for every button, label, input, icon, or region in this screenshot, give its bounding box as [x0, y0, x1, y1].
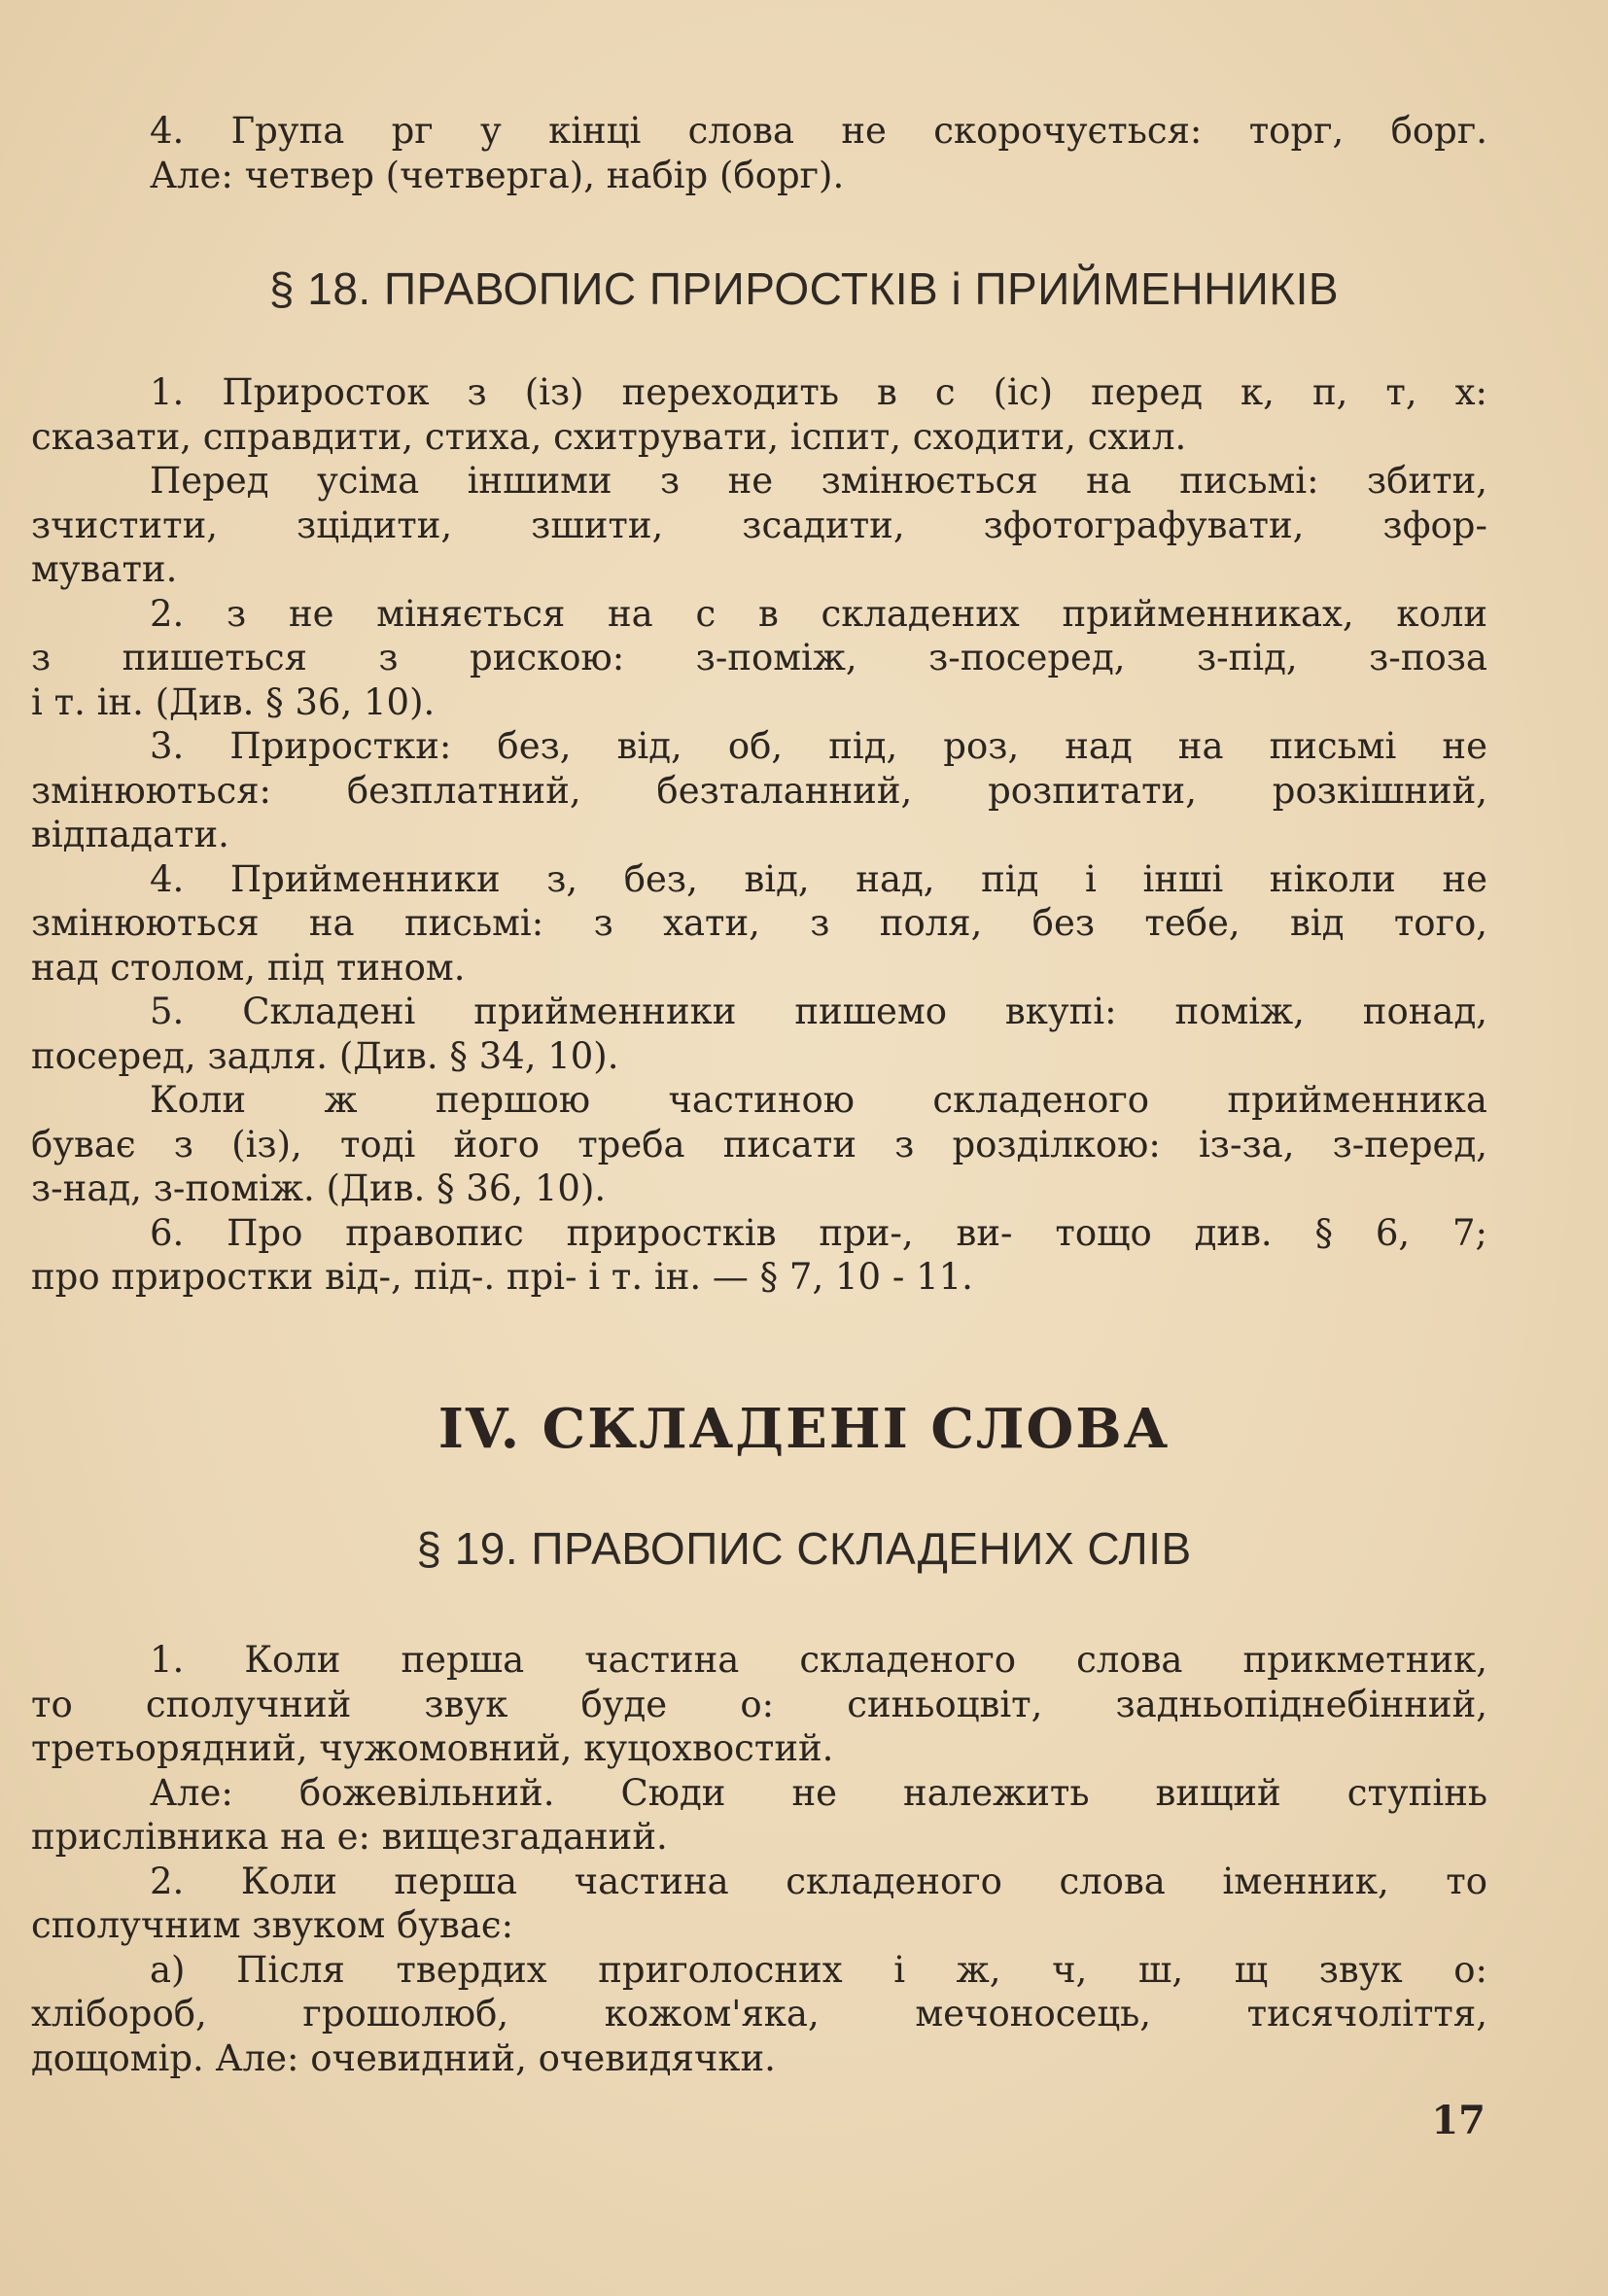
text-line: Але: четвер (четверга), набір (борг).: [150, 154, 845, 196]
text-line: змінюються: безплатний, безталанний, розпитати, розкішний,: [31, 769, 1487, 812]
text-line: посеред, задля. (Див. § 34, 10).: [31, 1034, 619, 1077]
text-line: мувати.: [31, 548, 178, 590]
text-line: сполучним звуком буває:: [31, 1904, 514, 1946]
text-line: буває з (із), тоді його треба писати з розділкою: із-за, з-перед,: [31, 1123, 1487, 1165]
text-line: з пишеться з рискою: з-поміж, з-посеред, з-під, з-поза: [31, 637, 1487, 678]
text-line: Але: божевільний. Сюди не належить вищий ступінь: [150, 1771, 1487, 1814]
text-line: 2. Коли перша частина складеного слова іменник, то: [150, 1860, 1487, 1902]
text-line: дощомір. Але: очевидний, очевидячки.: [31, 2036, 776, 2079]
paragraph: [31, 1078, 1487, 1211]
text-line: 3. Приростки: без, від, об, під, роз, над на письмі не: [150, 725, 1487, 767]
text-line: 2. з не міняється на с в складених прийменниках, коли: [150, 592, 1487, 635]
text-line: про приростки від-, під-. прі- і т. ін. — § 7, 10 - 11.: [31, 1256, 973, 1298]
text-line: Перед усіма іншими з не змінюється на письмі: збити,: [150, 460, 1487, 502]
paragraph: [31, 459, 1487, 592]
page-number: 17: [1431, 2098, 1486, 2143]
text-line: над столом, під тином.: [31, 946, 466, 989]
paragraph: [31, 1771, 1487, 1860]
paragraph: [31, 857, 1487, 991]
section-18-heading: § 18. ПРАВОПИС ПРИРОСТКІВ і ПРИЙМЕННИКІВ: [268, 263, 1340, 314]
text-line: а) Після твердих приголосних і ж, ч, ш, щ звук о:: [150, 1948, 1487, 1991]
text-line: третьорядний, чужомовний, куцохвостий.: [31, 1727, 834, 1769]
paragraph: [31, 370, 1487, 459]
text-line: 5. Складені прийменники пишемо вкупі: поміж, понад,: [150, 991, 1487, 1032]
paragraph: [31, 1211, 1487, 1300]
top-paragraph: [31, 109, 1487, 197]
text-line: 4. Прийменники з, без, від, над, під і інші ніколи не: [150, 857, 1487, 900]
text-line: з-над, з-поміж. (Див. § 36, 10).: [31, 1167, 607, 1209]
text-line: 1. Коли перша частина складеного слова прикметник,: [150, 1639, 1487, 1681]
text-line: то сполучний звук буде о: синьоцвіт, задньопіднебінний,: [31, 1683, 1487, 1725]
section-18-body: [31, 370, 1487, 1300]
text-line: 4. Група рг у кінці слова не скорочується: торг, борг.: [150, 110, 1487, 152]
paragraph: [31, 1948, 1487, 2081]
paragraph: [31, 990, 1487, 1078]
text-line: 1. Приросток з (із) переходить в с (іс) перед к, п, т, х:: [150, 371, 1487, 413]
text-line: змінюються на письмі: з хати, з поля, без тебе, від того,: [31, 902, 1487, 944]
text-line: 6. Про правопис приростків при-, ви- тощо див. § 6, 7;: [150, 1211, 1487, 1254]
paragraph: [31, 1638, 1487, 1771]
paragraph: [31, 1860, 1487, 1948]
section-19-body: [31, 1638, 1487, 2080]
text-line: зчистити, зцідити, зшити, зсадити, зфотографувати, зфор-: [31, 504, 1487, 546]
text-line: хлібороб, грошолюб, кожом'яка, мечоносець, тисячоліття,: [31, 1993, 1487, 2035]
text-line: прислівника на е: вищезгаданий.: [31, 1816, 668, 1858]
text-line: сказати, справдити, стиха, схитрувати, іспит, сходити, схил.: [31, 415, 1187, 458]
paragraph: [31, 592, 1487, 725]
chapter-heading: IV. СКЛАДЕНІ СЛОВА: [437, 1397, 1171, 1461]
text-line: Коли ж першою частиною складеного прийменника: [150, 1079, 1487, 1121]
paragraph: [31, 724, 1487, 857]
text-line: і т. ін. (Див. § 36, 10).: [31, 680, 436, 723]
section-19-heading: § 19. ПРАВОПИС СКЛАДЕНИХ СЛІВ: [416, 1523, 1192, 1574]
text-line: відпадати.: [31, 814, 229, 855]
